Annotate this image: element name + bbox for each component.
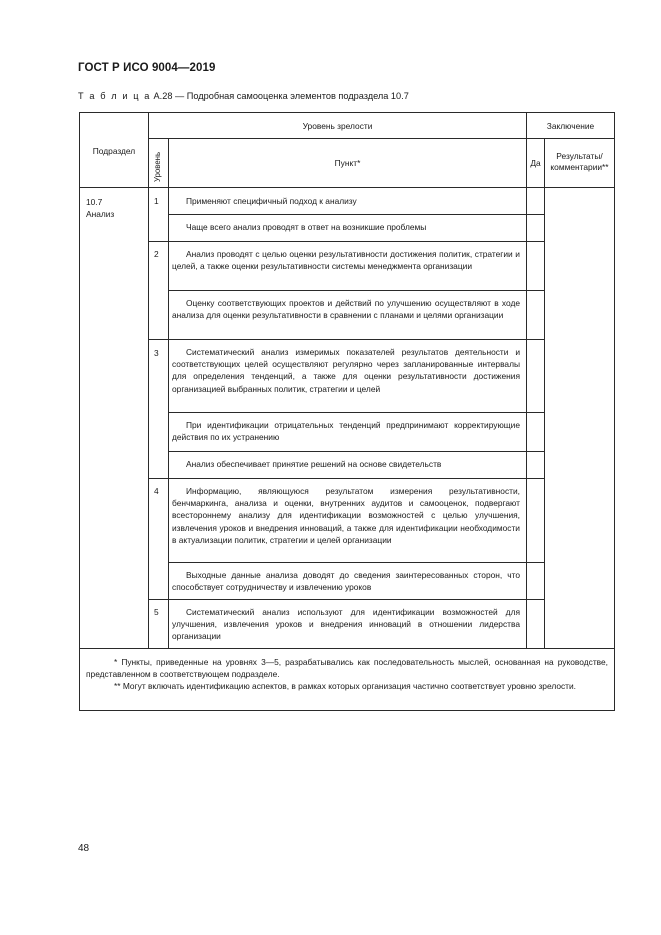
border [148, 112, 149, 649]
caption-number: А.28 [153, 91, 173, 101]
item-text: Систематический анализ используют для идентификации возможностей для улучшения, извлечения уроков и внедрения инноваций в отношении лидерства организации [172, 607, 520, 642]
col-subsection-header: Подраздел [92, 146, 136, 156]
border [79, 112, 80, 711]
item-text: Систематический анализ измеримых показателей результатов деятельности и соответствующих целей осуществляют регулярно через запланированные интервалы для определения тенденций, а также для оценки результативности достижения организацией выбранных политик, стратегии и целей [172, 347, 520, 394]
item-text: Информацию, являющуюся результатом измерения результативности, бенчмаркинга, анализа и оценки, внутренних аудитов и самооценок, подвергают всестороннему анализу для идентификации возможностей с целью улучшения, извлечения уроков и внедрения инноваций, а также для идентификации необходимости в актуализации политик, стратегии и целей организации [172, 486, 520, 545]
col-conclusion-header: Заключение [546, 121, 595, 131]
footnote: * Пункты, приведенные на уровнях 3—5, разрабатывались как последовательность мыслей, основанная на руководстве, представленном в соответствующем подразделе. [86, 657, 608, 680]
subsection-label: 10.7 Анализ [86, 197, 115, 220]
col-yes-header: Да [530, 158, 541, 168]
border [79, 112, 615, 113]
level-number: 5 [154, 607, 159, 617]
item-text: При идентификации отрицательных тенденций предпринимают корректирующие действия по их устранению [172, 420, 520, 443]
item-text: Выходные данные анализа доводят до сведения заинтересованных сторон, что способствует сотрудничеству и извлечению уроков [172, 570, 520, 593]
item-text: Применяют специфичный подход к анализу [186, 196, 357, 206]
col-level-header: Уровень [153, 151, 162, 182]
col-maturity-level-header: Уровень зрелости [302, 121, 373, 131]
item-text: Анализ проводят с целью оценки результативности достижения политик, стратегии и целей, а также оценки результативности системы менеджмента организации [172, 249, 520, 272]
border [148, 478, 545, 479]
col-item-header: Пункт* [334, 158, 361, 168]
border [148, 339, 545, 340]
border [79, 648, 615, 649]
border [168, 412, 545, 413]
border [168, 451, 545, 452]
col-results-header: Результаты/ комментарии** [550, 151, 609, 172]
border [168, 290, 545, 291]
border [614, 112, 615, 711]
border [79, 187, 615, 188]
border [79, 710, 615, 711]
border [526, 112, 527, 649]
border [148, 241, 545, 242]
border [168, 214, 545, 215]
standard-header: ГОСТ Р ИСО 9004—2019 [78, 62, 216, 74]
page-number: 48 [78, 843, 90, 854]
border [148, 599, 545, 600]
item-text: Оценку соответствующих проектов и действий по улучшению осуществляют в ходе анализа для оценки результативности в сравнении с планами и целями организации [172, 298, 520, 321]
caption-title: — Подробная самооценка элементов подраздела 10.7 [175, 91, 409, 101]
border [168, 562, 545, 563]
level-number: 1 [154, 196, 159, 206]
item-text: Чаще всего анализ проводят в ответ на возникшие проблемы [186, 222, 427, 232]
caption-prefix: Т а б л и ц а [78, 91, 151, 101]
item-text: Анализ обеспечивает принятие решений на основе свидетельств [186, 459, 442, 469]
level-number: 2 [154, 249, 159, 259]
level-number: 3 [154, 348, 159, 358]
footnote: ** Могут включать идентификацию аспектов, в рамках которых организация частично соответствует уровню зрелости. [114, 681, 577, 691]
level-number: 4 [154, 486, 159, 496]
